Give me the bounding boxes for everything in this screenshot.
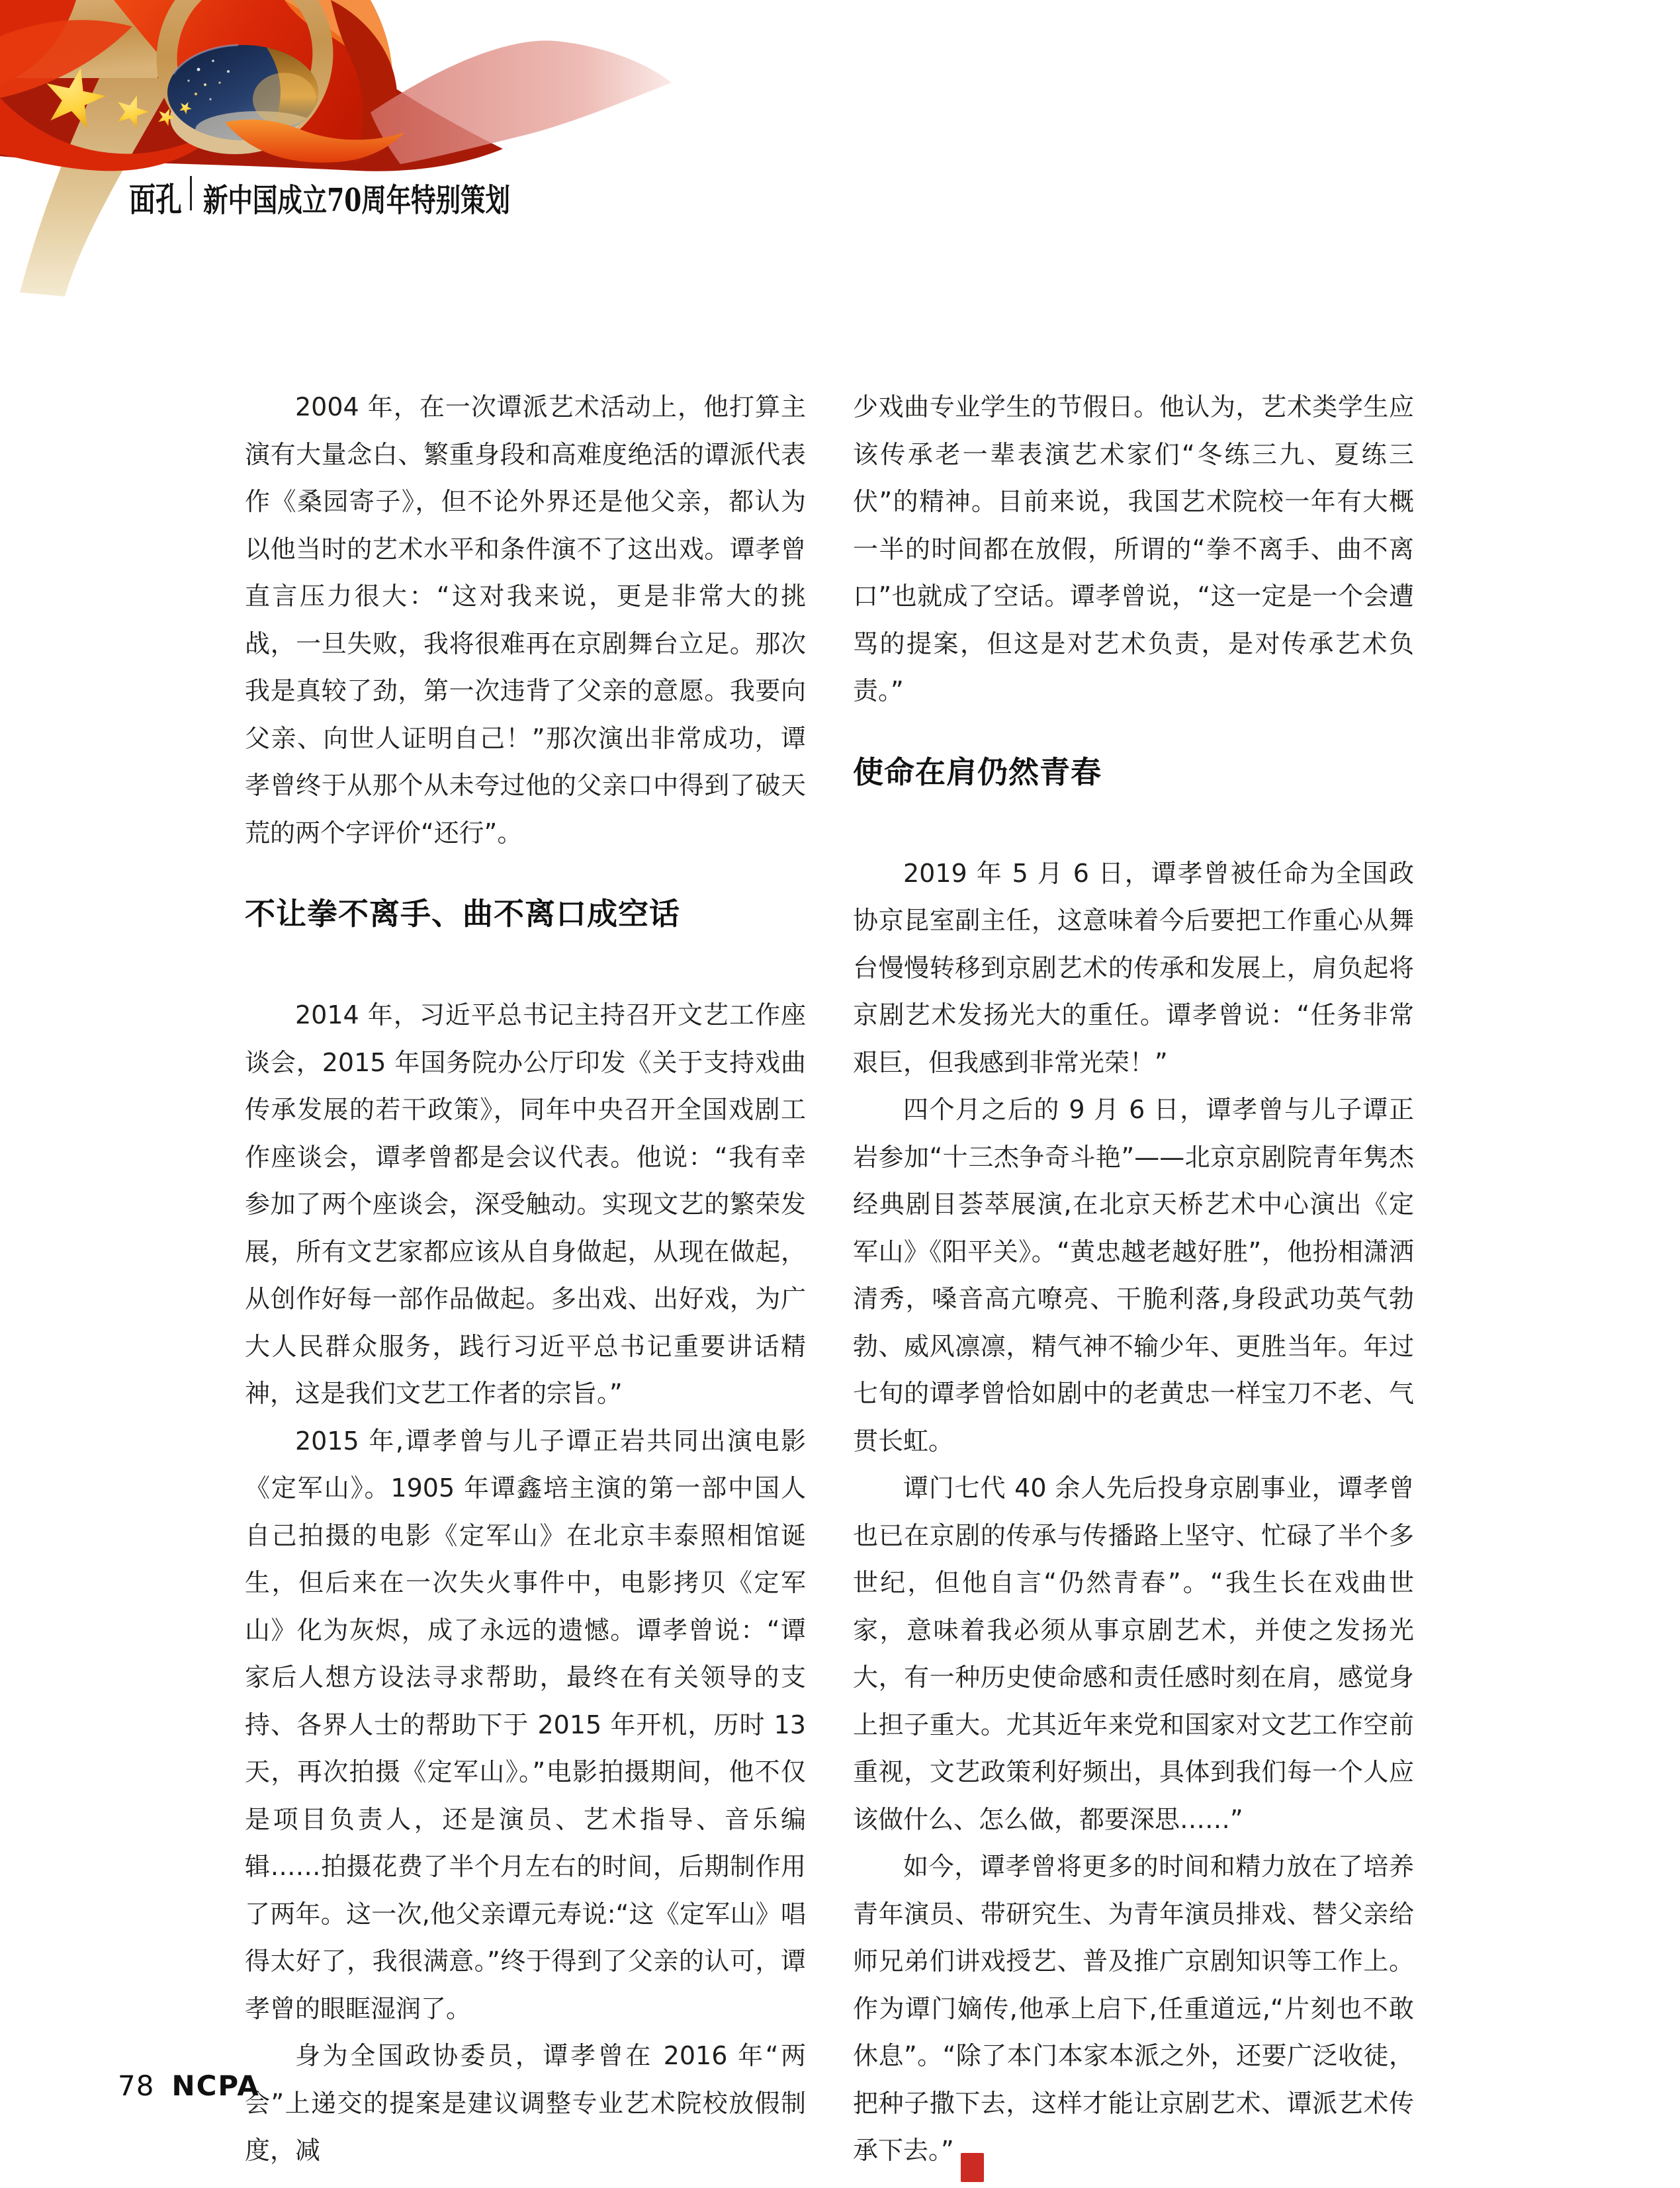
article-paragraph: 身为全国政协委员，谭孝曾在 2016 年“两会”上递交的提案是建议调整专业艺术院校放假制度，减 xyxy=(245,2041,806,2165)
article-paragraph: 2019 年 5 月 6 日，谭孝曾被任命为全国政协京昆室副主任，这意味着今后要把工作重心从舞台慢慢转移到京剧艺术的传承和发展上，肩负起将京剧艺术发扬光大的重任。谭孝曾说：“任务非常艰巨，但我感到非常光荣！” xyxy=(853,858,1414,1077)
masthead-subtitle: 新中国成立70周年特别策划 xyxy=(203,182,510,219)
article-left-column xyxy=(245,384,806,2175)
section-heading: 使命在肩仍然青春 xyxy=(853,754,1102,790)
article-paragraph: 谭门七代 40 余人先后投身京剧事业，谭孝曾也已在京剧的传承与传播路上坚守、忙碌了半个多世纪，但他自言“仍然青春”。“我生长在戏曲世家，意味着我必须从事京剧艺术，并使之发扬光大，有一种历史使命感和责任感时刻在肩，感觉身上担子重大。尤其近年来党和国家对文艺工作空前重视，文艺政策利好频出，具体到我们每一个人应该做什么、怎么做，都要深思……” xyxy=(853,1473,1414,1834)
section-heading: 不让拳不离手、曲不离口成空话 xyxy=(245,896,680,932)
masthead-section-label: 面孔 xyxy=(129,181,182,219)
masthead-divider xyxy=(190,176,192,210)
article-paragraph: 2014 年，习近平总书记主持召开文艺工作座谈会，2015 年国务院办公厅印发《关于支持戏曲传承发展的若干政策》，同年中央召开全国戏剧工作座谈会，谭孝曾都是会议代表。他说：“我有幸参加了两个座谈会，深受触动。实现文艺的繁荣发展，所有文艺家都应该从自身做起，从现在做起，从创作好每一部作品做起。多出戏、出好戏，为广大人民群众服务，践行习近平总书记重要讲话精神，这是我们文艺工作者的宗旨。” xyxy=(245,1000,806,1408)
page-footer xyxy=(118,2070,260,2102)
article-paragraph: 2015 年,谭孝曾与儿子谭正岩共同出演电影《定军山》。1905 年谭鑫培主演的第一部中国人自己拍摄的电影《定军山》在北京丰泰照相馆诞生，但后来在一次失火事件中，电影拷贝《定军山》化为灰烬，成了永远的遗憾。谭孝曾说：“谭家后人想方设法寻求帮助，最终在有关领导的支持、各界人士的帮助下于 2015 年开机，历时 13 天，再次拍摄《定军山》。”电影拍摄期间，他不仅是项目负责人，还是演员、艺术指导、音乐编辑……拍摄花费了半个月左右的时间，后期制作用了两年。这一次,他父亲谭元寿说:“这《定军山》唱得太好了，我很满意。”终于得到了父亲的认可，谭孝曾的眼眶湿润了。 xyxy=(245,1426,806,2023)
article-paragraph: 如今，谭孝曾将更多的时间和精力放在了培养青年演员、带研究生、为青年演员排戏、替父亲给师兄弟们讲戏授艺、普及推广京剧知识等工作上。作为谭门嫡传,他承上启下,任重道远,“片刻也不敢休息”。“除了本门本家本派之外，还要广泛收徒，把种子撒下去，这样才能让京剧艺术、谭派艺术传承下去。” NC PA xyxy=(853,1843,1414,2182)
article-right-column xyxy=(853,384,1414,2182)
anniversary-header-art xyxy=(0,0,701,331)
article-paragraph: 四个月之后的 9 月 6 日，谭孝曾与儿子谭正岩参加“十三杰争奇斗艳”——北京京剧院青年隽杰经典剧目荟萃展演,在北京天桥艺术中心演出《定军山》《阳平关》。“黄忠越老越好胜”，他扮相潇洒清秀，嗓音高亢嘹亮、干脆利落,身段武功英气勃勃、威风凛凛，精气神不输少年、更胜当年。年过七旬的谭孝曾恰如剧中的老黄忠一样宝刀不老、气贯长虹。 xyxy=(853,1095,1414,1456)
brand-name: NCPA xyxy=(171,2070,260,2102)
article-paragraph: 少戏曲专业学生的节假日。他认为，艺术类学生应该传承老一辈表演艺术家们“冬练三九、夏练三伏”的精神。目前来说，我国艺术院校一年有大概一半的时间都在放假，所谓的“拳不离手、曲不离口”也就成了空话。谭孝曾说，“这一定是一个会遭骂的提案，但这是对艺术负责，是对传承艺术负责。” xyxy=(853,392,1414,705)
ncpa-end-seal: NC PA xyxy=(961,2153,984,2182)
page-number: 78 xyxy=(118,2070,155,2102)
article-paragraph: 2004 年，在一次谭派艺术活动上，他打算主演有大量念白、繁重身段和高难度绝活的谭派代表作《桑园寄子》，但不论外界还是他父亲，都认为以他当时的艺术水平和条件演不了这出戏。谭孝曾直言压力很大：“这对我来说，更是非常大的挑战，一旦失败，我将很难再在京剧舞台立足。那次我是真较了劲，第一次违背了父亲的意愿。我要向父亲、向世人证明自己！”那次演出非常成功，谭孝曾终于从那个从未夸过他的父亲口中得到了破天荒的两个字评价“还行”。 xyxy=(245,392,806,848)
